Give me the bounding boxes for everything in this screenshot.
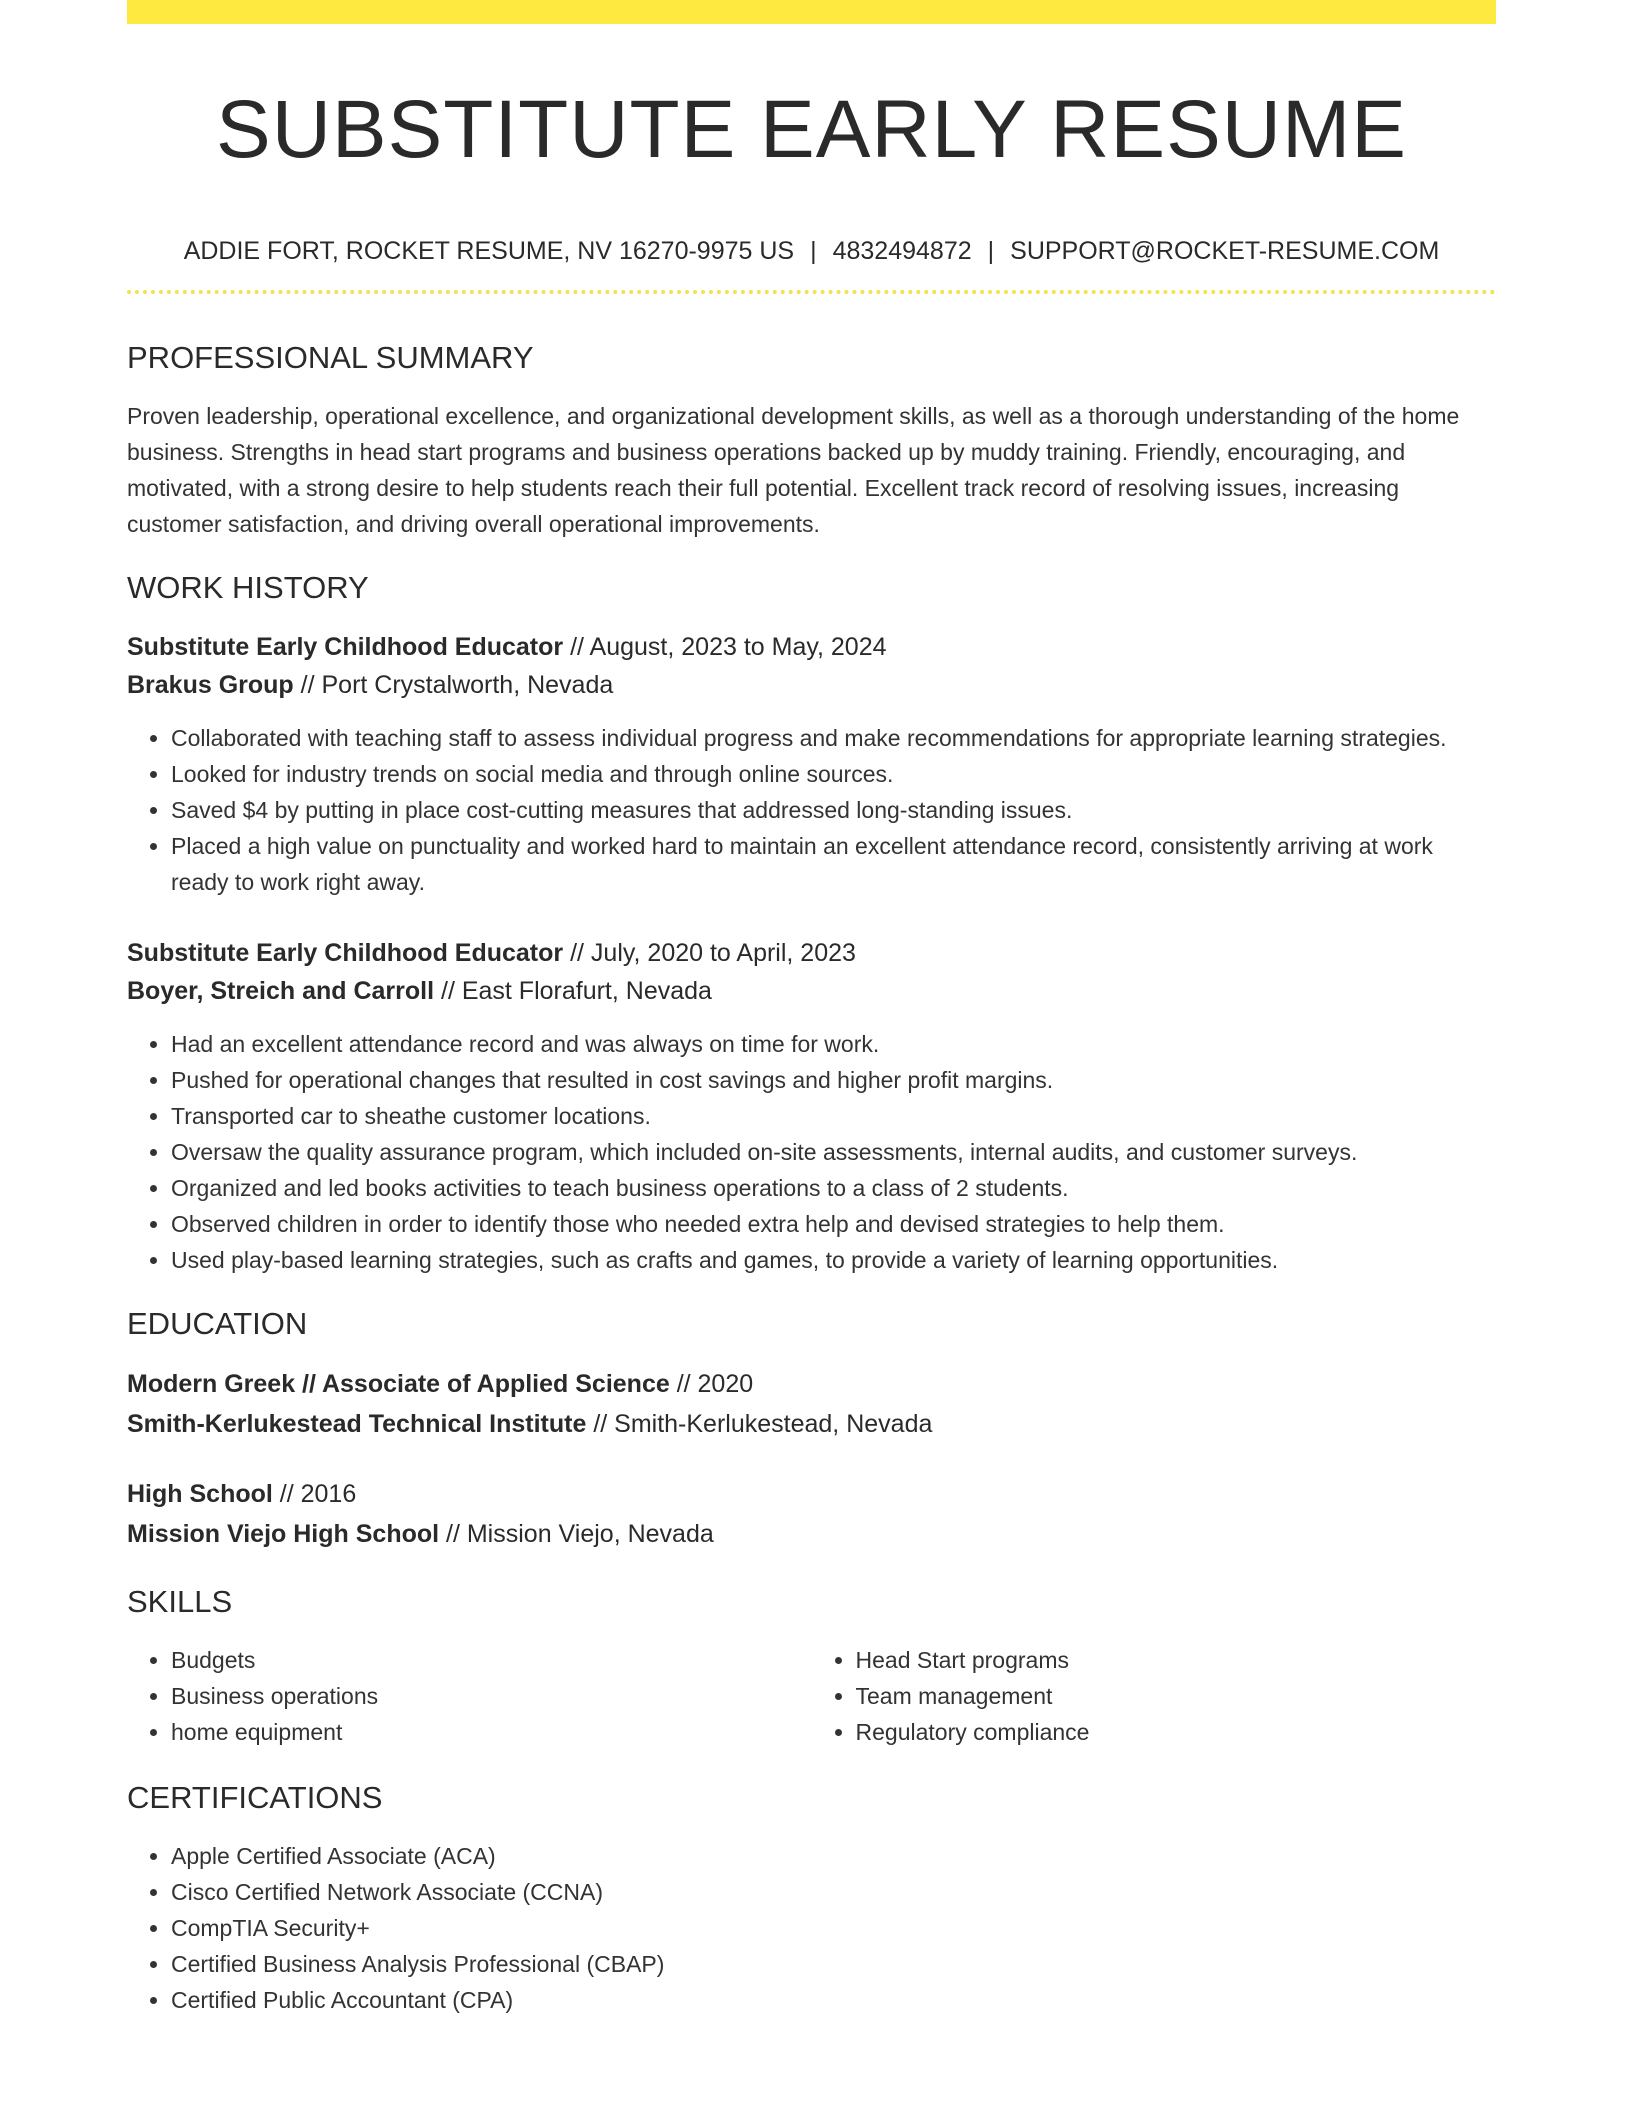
education-degree: High School <box>127 1480 273 1508</box>
education-heading: EDUCATION <box>127 1306 308 1341</box>
job-title: Substitute Early Childhood Educator <box>127 939 564 967</box>
skill-item: • Regulatory compliance <box>856 1714 1497 1750</box>
certifications-list <box>127 1838 1496 2018</box>
education-degree-line <box>127 1364 1496 1404</box>
job-entry <box>127 934 1496 1278</box>
list-item: • Transported car to sheathe customer locations. <box>171 1098 1496 1134</box>
education-year: // 2016 <box>272 1480 357 1508</box>
skill-item: • Team management <box>856 1678 1497 1714</box>
education-location: // Smith-Kerlukestead, Nevada <box>586 1410 933 1438</box>
header-divider <box>127 290 1496 294</box>
job-company: Boyer, Streich and Carroll <box>127 977 435 1005</box>
education-degree-line <box>127 1474 1496 1514</box>
job-title: Substitute Early Childhood Educator <box>127 633 564 661</box>
list-item: • Oversaw the quality assurance program, which included on-site assessments, internal audits, and customer surveys. <box>171 1134 1496 1170</box>
job-bullets <box>127 720 1496 900</box>
education-degree: Modern Greek // Associate of Applied Science <box>127 1370 670 1398</box>
education-school-line <box>127 1514 1496 1554</box>
certification-item: • CompTIA Security+ <box>171 1910 1496 1946</box>
contact-line <box>127 236 1496 266</box>
job-title-line <box>127 934 1496 972</box>
list-item: • Used play-based learning strategies, such as crafts and games, to provide a variety of learning opportunities. <box>171 1242 1496 1278</box>
certifications-heading: CERTIFICATIONS <box>127 1780 383 1815</box>
summary-heading: PROFESSIONAL SUMMARY <box>127 340 534 375</box>
job-dates: // July, 2020 to April, 2023 <box>563 939 856 967</box>
certification-item: • Cisco Certified Network Associate (CCNA) <box>171 1874 1496 1910</box>
certification-item: • Certified Public Accountant (CPA) <box>171 1982 1496 2018</box>
job-location: // Port Crystalworth, Nevada <box>293 671 614 699</box>
certification-item: • Certified Business Analysis Professional (CBAP) <box>171 1946 1496 1982</box>
skills-list-right <box>812 1642 1497 1750</box>
certification-item: • Apple Certified Associate (ACA) <box>171 1838 1496 1874</box>
work-history-heading: WORK HISTORY <box>127 570 369 605</box>
skills-list-left <box>127 1642 812 1750</box>
education-school: Mission Viejo High School <box>127 1520 440 1548</box>
resume-page <box>127 0 1496 2018</box>
job-dates: // August, 2023 to May, 2024 <box>563 633 887 661</box>
skill-item: • home equipment <box>171 1714 812 1750</box>
accent-bar <box>127 0 1496 24</box>
job-company-line <box>127 666 1496 704</box>
list-item: • Had an excellent attendance record and was always on time for work. <box>171 1026 1496 1062</box>
list-item: • Looked for industry trends on social media and through online sources. <box>171 756 1496 792</box>
education-location: // Mission Viejo, Nevada <box>439 1520 714 1548</box>
contact-separator: | <box>987 237 995 265</box>
job-entry <box>127 628 1496 900</box>
list-item: • Placed a high value on punctuality and worked hard to maintain an excellent attendance record, consistently arriving at work ready to work right away. <box>171 828 1496 900</box>
list-item: • Pushed for operational changes that resulted in cost savings and higher profit margins. <box>171 1062 1496 1098</box>
job-bullets <box>127 1026 1496 1278</box>
skill-item: • Budgets <box>171 1642 812 1678</box>
contact-address: ADDIE FORT, ROCKET RESUME, NV 16270-9975 US <box>183 237 795 265</box>
list-item: • Observed children in order to identify those who needed extra help and devised strategies to help them. <box>171 1206 1496 1242</box>
resume-title: SUBSTITUTE EARLY RESUME <box>216 84 1407 175</box>
education-school-line <box>127 1404 1496 1444</box>
contact-phone: 4832494872 <box>832 237 972 265</box>
education-entry <box>127 1364 1496 1444</box>
job-title-line <box>127 628 1496 666</box>
job-company: Brakus Group <box>127 671 294 699</box>
list-item: • Collaborated with teaching staff to assess individual progress and make recommendations for appropriate learning strategies. <box>171 720 1496 756</box>
skill-item: • Business operations <box>171 1678 812 1714</box>
summary-text: Proven leadership, operational excellence, and organizational development skills, as well as a thorough understanding of the home business. Strengths in head start programs and business operations backed up by muddy training. Friendly, encouraging, and motivated, with a strong desire to help students reach their full potential. Excellent track record of resolving issues, increasing customer satisfaction, and driving overall operational improvements. <box>127 403 1460 537</box>
skills-grid <box>127 1642 1496 1750</box>
education-year: // 2020 <box>669 1370 754 1398</box>
contact-email: SUPPORT@ROCKET-RESUME.COM <box>1010 237 1440 265</box>
skill-item: • Head Start programs <box>856 1642 1497 1678</box>
education-school: Smith-Kerlukestead Technical Institute <box>127 1410 587 1438</box>
skills-heading: SKILLS <box>127 1584 233 1619</box>
contact-separator: | <box>810 237 817 265</box>
list-item: • Saved $4 by putting in place cost-cutting measures that addressed long-standing issues. <box>171 792 1496 828</box>
list-item: • Organized and led books activities to teach business operations to a class of 2 students. <box>171 1170 1496 1206</box>
job-location: // East Florafurt, Nevada <box>434 977 712 1005</box>
job-company-line <box>127 972 1496 1010</box>
education-entry <box>127 1474 1496 1554</box>
